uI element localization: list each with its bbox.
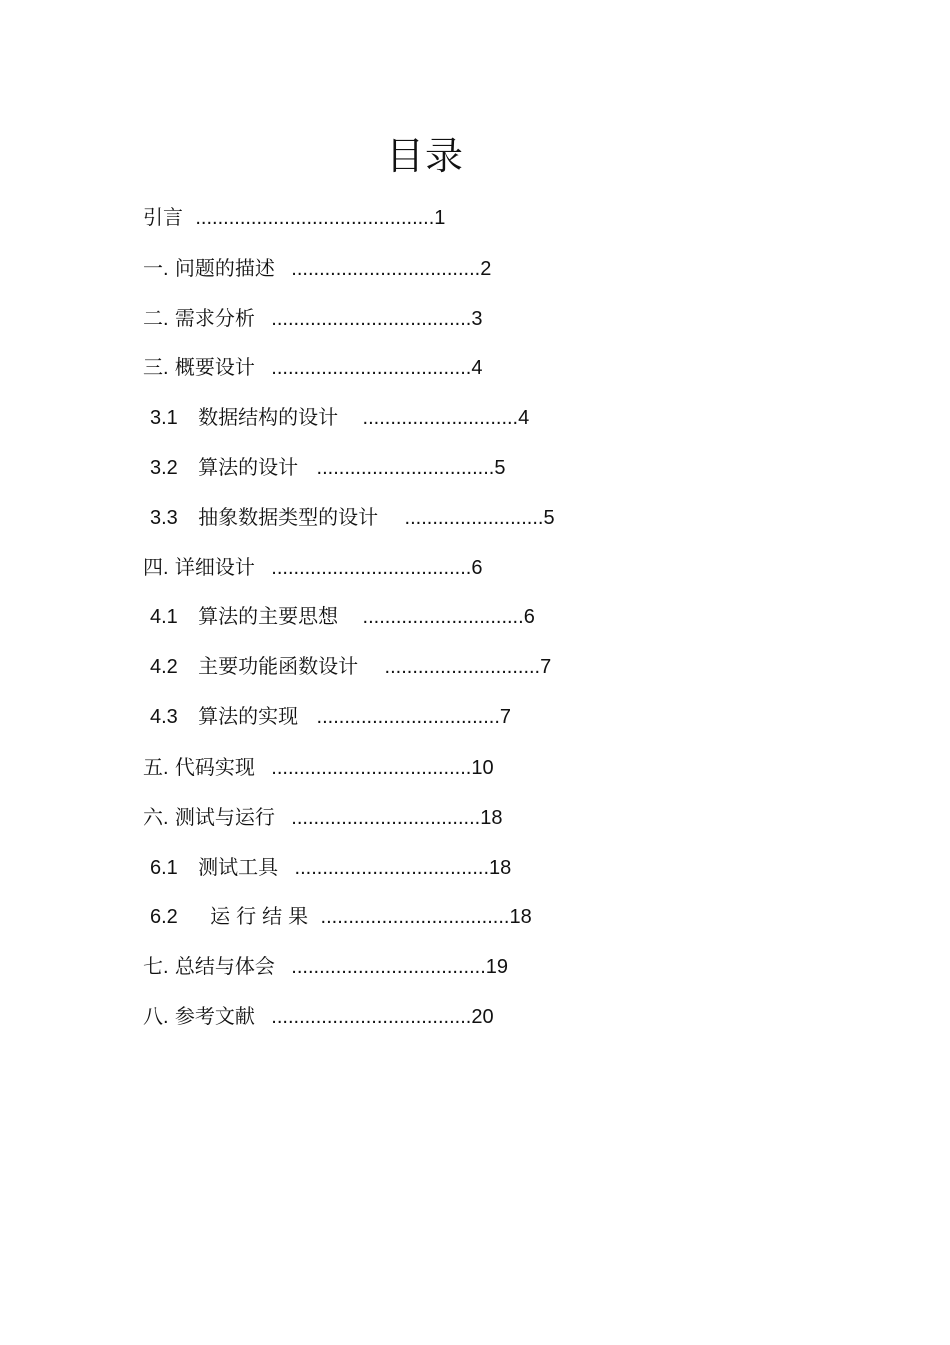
toc-entry-number: 4.2 — [150, 656, 178, 678]
toc-entry-label: 测试与运行 — [174, 805, 275, 829]
toc-entry-label: 需求分析 — [174, 306, 255, 330]
toc-entry-page: 4 — [518, 407, 530, 429]
toc-entry-label: 详细设计 — [174, 555, 255, 579]
toc-entry-label: 算法的主要思想 — [198, 604, 339, 628]
toc-entry-label: 总结与体会 — [174, 954, 275, 978]
toc-entry-page: 6 — [523, 606, 535, 628]
toc-entry-4-2[interactable] — [150, 652, 551, 680]
toc-entry-page: 6 — [471, 557, 483, 579]
toc-entry-label: 数据结构的设计 — [198, 405, 339, 429]
toc-entry-6[interactable] — [143, 803, 502, 831]
toc-entry-leader: ............................ — [362, 407, 519, 429]
toc-entry-number: 六. — [143, 807, 169, 829]
toc-entry-page: 10 — [471, 757, 494, 779]
toc-entry-page: 2 — [480, 258, 492, 280]
toc-entry-leader: ................................... — [291, 956, 486, 978]
toc-entry-leader: .................................... — [271, 357, 472, 379]
toc-entry-label: 测试工具 — [198, 855, 279, 879]
toc-entry-intro[interactable] — [143, 203, 445, 231]
toc-entry-page: 5 — [543, 507, 555, 529]
toc-entry-number: 四. — [143, 557, 169, 579]
toc-entry-label: 代码实现 — [174, 755, 255, 779]
toc-entry-leader: ................................... — [294, 857, 490, 879]
toc-entry-number: 八. — [143, 1006, 169, 1028]
toc-entry-1[interactable] — [143, 254, 491, 282]
toc-entry-4-1[interactable] — [150, 602, 535, 630]
toc-entry-page: 4 — [471, 357, 483, 379]
toc-entry-leader: .................................... — [271, 308, 472, 330]
toc-entry-label: 主要功能函数设计 — [198, 654, 359, 678]
toc-entry-2[interactable] — [143, 304, 482, 332]
toc-entry-number: 三. — [143, 357, 169, 379]
toc-entry-number: 二. — [143, 308, 169, 330]
toc-entry-page: 7 — [540, 656, 552, 678]
toc-entry-page: 1 — [434, 207, 446, 229]
toc-entry-number: 6.1 — [150, 857, 178, 879]
toc-entry-leader: .................................... — [271, 757, 472, 779]
toc-entry-leader: ........................................... — [195, 207, 435, 229]
toc-entry-3-2[interactable] — [150, 453, 505, 481]
toc-entry-number: 4.3 — [150, 706, 178, 728]
toc-entry-page: 19 — [485, 956, 509, 978]
toc-entry-label: 算法的实现 — [198, 704, 299, 728]
toc-entry-label: 运行结果 — [210, 904, 315, 928]
toc-entry-7[interactable] — [143, 952, 508, 980]
toc-entry-leader: .................................. — [291, 807, 481, 829]
toc-entry-6-2[interactable] — [150, 902, 532, 930]
toc-entry-leader: ............................. — [362, 606, 524, 628]
toc-entry-page: 3 — [471, 308, 483, 330]
toc-entry-page: 18 — [480, 807, 503, 829]
toc-entry-number: 4.1 — [150, 606, 178, 628]
toc-entry-label: 问题的描述 — [174, 256, 275, 280]
toc-entry-3-3[interactable] — [150, 503, 555, 531]
toc-entry-number: 一. — [143, 258, 169, 280]
toc-entry-label: 抽象数据类型的设计 — [198, 505, 379, 529]
toc-entry-4-3[interactable] — [150, 702, 511, 730]
toc-entry-leader: .................................. — [291, 258, 481, 280]
toc-entry-leader: ................................. — [316, 706, 500, 728]
toc-entry-number: 6.2 — [150, 906, 178, 928]
toc-entry-3-1[interactable] — [150, 403, 529, 431]
toc-entry-leader: ......................... — [404, 507, 544, 529]
toc-entry-label: 概要设计 — [174, 355, 255, 379]
toc-entry-number: 五. — [143, 757, 169, 779]
toc-entry-5[interactable] — [143, 753, 494, 781]
toc-entry-6-1[interactable] — [150, 853, 511, 881]
toc-entry-leader: .................................... — [271, 1006, 472, 1028]
toc-entry-number: 3.1 — [150, 407, 178, 429]
toc-entry-label: 引言 — [143, 205, 183, 229]
toc-entry-4[interactable] — [143, 553, 482, 581]
toc-entry-8[interactable] — [143, 1002, 494, 1030]
toc-entry-page: 18 — [489, 857, 512, 879]
toc-entry-leader: .................................. — [320, 906, 510, 928]
toc-entry-label: 算法的设计 — [198, 455, 299, 479]
toc-entry-leader: .................................... — [271, 557, 472, 579]
toc-entry-3[interactable] — [143, 353, 482, 381]
toc-entry-number: 3.2 — [150, 457, 178, 479]
toc-entry-page: 18 — [509, 906, 532, 928]
toc-entry-leader: ............................ — [384, 656, 541, 678]
toc-entry-number: 七. — [143, 956, 169, 978]
toc-entry-label: 参考文献 — [174, 1004, 255, 1028]
toc-entry-page: 20 — [471, 1006, 494, 1028]
toc-entry-leader: ................................ — [316, 457, 495, 479]
page-title: 目录 — [385, 134, 464, 178]
toc-entry-page: 5 — [494, 457, 506, 479]
toc-entry-number: 3.3 — [150, 507, 178, 529]
toc-entry-page: 7 — [499, 706, 512, 728]
